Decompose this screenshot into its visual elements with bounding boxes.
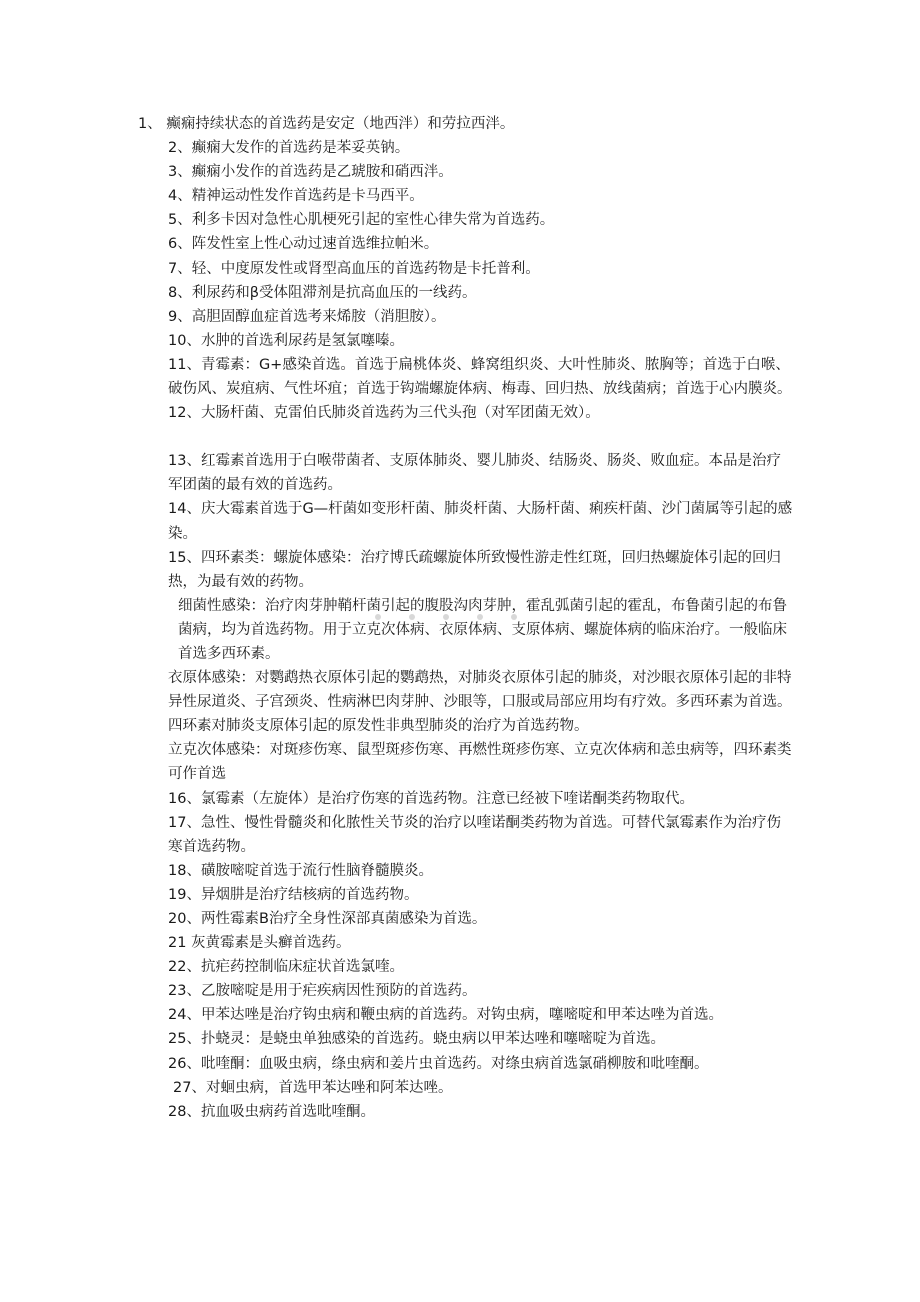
list-item-21: 21 灰黄霉素是头癣首选药。 (168, 935, 351, 952)
document-body (138, 112, 794, 1124)
list-item-12: 12、大肠杆菌、克雷伯氏肺炎首选药为三代头孢（对军团菌无效）。 (168, 405, 600, 422)
list-item-15-rickettsia: 立克次体感染：对斑疹伤寒、鼠型斑疹伤寒、再燃性斑疹伤寒、立克次体病和恙虫病等，四环素类可作首选 (168, 742, 792, 783)
list-item-9: 9、高胆固醇血症首选考来烯胺（消胆胺）。 (168, 308, 446, 325)
list-item-24: 24、甲苯达唑是治疗钩虫病和鞭虫病的首选药。对钩虫病，噻嘧啶和甲苯达唑为首选。 (168, 1007, 723, 1024)
list-item-15-chlamydia: 衣原体感染：对鹦鹉热衣原体引起的鹦鹉热，对肺炎衣原体引起的肺炎，对沙眼衣原体引起的非特异性尿道炎、子宫颈炎、性病淋巴肉芽肿、沙眼等，口服或局部应用均有疗效。多西环素为首选。 (168, 670, 792, 711)
list-item-15-bacterial: 细菌性感染：治疗肉芽肿鞘杆菌引起的腹股沟肉芽肿，霍乱弧菌引起的霍乱，布鲁菌引起的布鲁菌病，均为首选药物。用于立克次体病、衣原体病、支原体病、螺旋体病的临床治疗。一般临床首选多西环素。 (178, 597, 787, 662)
list-item-6: 6、阵发性室上性心动过速首选维拉帕米。 (168, 236, 439, 253)
list-item-19: 19、异烟肼是治疗结核病的首选药物。 (168, 886, 419, 903)
list-item-14: 14、庆大霉素首选于G—杆菌如变形杆菌、肺炎杆菌、大肠杆菌、痢疾杆菌、沙门菌属等引起的感染。 (168, 501, 793, 542)
list-item-3: 3、癫痫小发作的首选药是乙琥胺和硝西泮。 (168, 164, 453, 181)
list-item-17: 17、急性、慢性骨髓炎和化脓性关节炎的治疗以喹诺酮类药物为首选。可替代氯霉素作为治疗伤寒首选药物。 (168, 814, 781, 855)
list-item-15: 15、四环素类：螺旋体感染：治疗博氏疏螺旋体所致慢性游走性红斑，回归热螺旋体引起的回归热，为最有效的药物。 (168, 549, 781, 590)
list-item-16: 16、氯霉素（左旋体）是治疗伤寒的首选药物。注意已经被下喹诺酮类药物取代。 (168, 790, 694, 807)
list-item-27: 27、对蛔虫病，首选甲苯达唑和阿苯达唑。 (173, 1079, 453, 1096)
list-item-4: 4、精神运动性发作首选药是卡马西平。 (168, 188, 424, 205)
list-item-11: 11、青霉素：G+感染首选。首选于扁桃体炎、蜂窝组织炎、大叶性肺炎、脓胸等；首选于白喉、破伤风、炭疽病、气性坏疽；首选于钩端螺旋体病、梅毒、回归热、放线菌病；首选于心内膜炎。 (168, 356, 792, 398)
list-item-7: 7、轻、中度原发性或肾型高血压的首选药物是卡托普利。 (168, 260, 540, 277)
list-item-2: 2、癫痫大发作的首选药是苯妥英钠。 (168, 140, 410, 157)
list-item-1: 1、 癫痫持续状态的首选药是安定（地西泮）和劳拉西泮。 (138, 116, 515, 132)
paragraph-gap (168, 425, 794, 449)
list-item-5: 5、利多卡因对急性心肌梗死引起的室性心律失常为首选药。 (168, 212, 555, 229)
list-item-13: 13、红霉素首选用于白喉带菌者、支原体肺炎、婴儿肺炎、结肠炎、肠炎、败血症。本品是治疗军团菌的最有效的首选药。 (168, 453, 781, 494)
list-item-15-mycoplasma: 四环素对肺炎支原体引起的原发性非典型肺炎的治疗为首选药物。 (168, 718, 589, 735)
list-item-23: 23、乙胺嘧啶是用于疟疾病因性预防的首选药。 (168, 983, 477, 1000)
list-item-22: 22、抗疟药控制临床症状首选氯喹。 (168, 959, 404, 976)
list-item-8: 8、利尿药和β受体阻滞剂是抗高血压的一线药。 (168, 284, 477, 301)
list-item-20: 20、两性霉素B治疗全身性深部真菌感染为首选。 (168, 911, 487, 927)
list-item-28: 28、抗血吸虫病药首选吡喹酮。 (168, 1103, 375, 1120)
list-item-26: 26、吡喹酮：血吸虫病，绦虫病和姜片虫首选药。对绦虫病首选氯硝柳胺和吡喹酮。 (168, 1055, 709, 1072)
list-item-25: 25、扑蛲灵：是蛲虫单独感染的首选药。蛲虫病以甲苯达唑和噻嘧啶为首选。 (168, 1031, 665, 1048)
list-item-18: 18、磺胺嘧啶首选于流行性脑脊髓膜炎。 (168, 862, 433, 879)
list-item-10: 10、水肿的首选利尿药是氢氯噻嗪。 (168, 332, 404, 349)
